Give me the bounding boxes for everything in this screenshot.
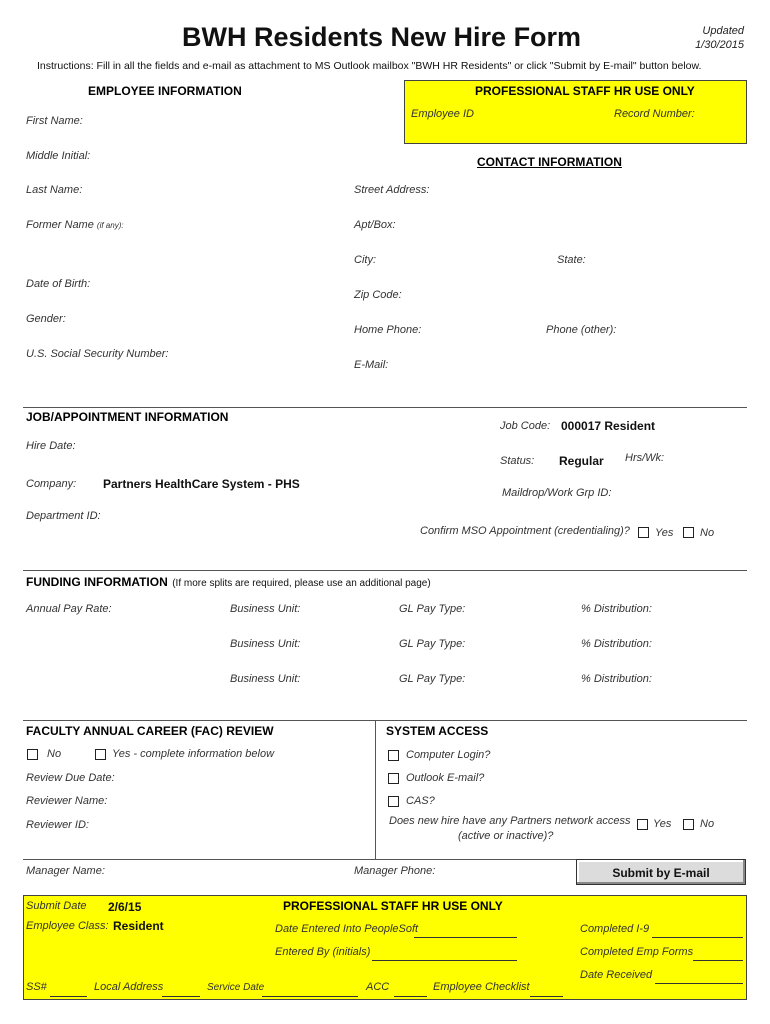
completed-i9-label: Completed I-9: [580, 923, 650, 935]
form-title: BWH Residents New Hire Form: [182, 22, 582, 52]
acc-label: ACC: [366, 981, 390, 993]
mso-no-label: No: [700, 527, 715, 539]
business-unit-label-2: Business Unit:: [230, 638, 301, 650]
department-id-label: Department ID:: [26, 510, 101, 522]
last-name-label: Last Name:: [26, 184, 83, 196]
date-received-line[interactable]: [655, 983, 743, 984]
divider-fac-vertical: [375, 720, 376, 859]
distribution-label-2: % Distribution:: [581, 638, 652, 650]
employee-checklist-line[interactable]: [530, 996, 563, 997]
date-entered-peoplesoft-line[interactable]: [414, 937, 517, 938]
entered-by-label: Entered By (initials): [275, 946, 371, 958]
fac-no-checkbox[interactable]: [27, 749, 38, 760]
outlook-email-checkbox[interactable]: [388, 773, 399, 784]
funding-header-row: [26, 573, 431, 591]
gl-pay-type-label-3: GL Pay Type:: [399, 673, 466, 685]
distribution-label-3: % Distribution:: [581, 673, 652, 685]
review-due-date-label: Review Due Date:: [26, 772, 115, 784]
completed-emp-forms-line[interactable]: [693, 960, 743, 961]
manager-name-label: Manager Name:: [26, 865, 105, 877]
network-no-label: No: [700, 818, 715, 830]
completed-emp-forms-label: Completed Emp Forms: [580, 946, 694, 958]
employee-id-label: Employee ID: [411, 108, 474, 120]
computer-login-checkbox[interactable]: [388, 750, 399, 761]
email-label: E-Mail:: [354, 359, 389, 371]
zip-code-label: Zip Code:: [354, 289, 402, 301]
submit-date-label: Submit Date: [26, 900, 87, 912]
mso-question-label: Confirm MSO Appointment (credentialing)?: [420, 525, 630, 537]
street-address-label: Street Address:: [354, 184, 430, 196]
manager-phone-label: Manager Phone:: [354, 865, 436, 877]
service-date-label: Service Date: [207, 982, 265, 993]
job-code-value: 000017 Resident: [561, 419, 656, 433]
local-address-label: Local Address: [94, 981, 164, 993]
cas-checkbox[interactable]: [388, 796, 399, 807]
network-yes-checkbox[interactable]: [637, 819, 648, 830]
updated-label: Updated: [702, 25, 744, 37]
contact-info-header: CONTACT INFORMATION: [477, 155, 622, 169]
business-unit-label-3: Business Unit:: [230, 673, 301, 685]
state-label: State:: [557, 254, 586, 266]
hr-use-only-header-top: PROFESSIONAL STAFF HR USE ONLY: [475, 84, 695, 98]
fac-no-label: No: [47, 748, 62, 760]
divider-manager: [23, 859, 576, 860]
business-unit-label-1: Business Unit:: [230, 603, 301, 615]
system-access-header: SYSTEM ACCESS: [386, 724, 489, 738]
employee-class-label: Employee Class:: [26, 920, 109, 932]
divider-job: [23, 407, 747, 408]
entered-by-line[interactable]: [372, 960, 517, 961]
hrs-wk-label: Hrs/Wk:: [625, 452, 665, 464]
gender-label: Gender:: [26, 313, 66, 325]
distribution-label-1: % Distribution:: [581, 603, 652, 615]
computer-login-label: Computer Login?: [406, 749, 491, 761]
company-value: Partners HealthCare System - PHS: [103, 477, 300, 491]
acc-line[interactable]: [394, 996, 427, 997]
submit-date-value: 2/6/15: [108, 900, 142, 914]
service-date-line[interactable]: [262, 996, 358, 997]
job-code-label: Job Code:: [500, 420, 551, 432]
submit-by-email-button[interactable]: Submit by E-mail: [576, 859, 746, 885]
updated-stamp: [695, 24, 744, 52]
hire-date-label: Hire Date:: [26, 440, 76, 452]
outlook-email-label: Outlook E-mail?: [406, 772, 485, 784]
employee-class-value: Resident: [113, 919, 164, 933]
updated-date: 1/30/2015: [695, 39, 744, 51]
ssn-label: U.S. Social Security Number:: [26, 348, 169, 360]
home-phone-label: Home Phone:: [354, 324, 422, 336]
status-label: Status:: [500, 455, 535, 467]
gl-pay-type-label-1: GL Pay Type:: [399, 603, 466, 615]
employee-info-header: EMPLOYEE INFORMATION: [88, 84, 242, 98]
divider-funding: [23, 570, 747, 571]
network-access-question-2: (active or inactive)?: [458, 830, 554, 842]
ss-line[interactable]: [50, 996, 87, 997]
reviewer-name-label: Reviewer Name:: [26, 795, 108, 807]
gl-pay-type-label-2: GL Pay Type:: [399, 638, 466, 650]
record-number-label: Record Number:: [614, 108, 695, 120]
city-label: City:: [354, 254, 376, 266]
funding-info-note: (If more splits are required, please use an additional page): [172, 578, 431, 589]
fac-yes-checkbox[interactable]: [95, 749, 106, 760]
local-address-line[interactable]: [162, 996, 200, 997]
fac-yes-label: Yes - complete information below: [112, 748, 275, 760]
former-name-note: (if any):: [96, 221, 124, 230]
dob-label: Date of Birth:: [26, 278, 91, 290]
completed-i9-line[interactable]: [652, 937, 743, 938]
annual-pay-rate-label: Annual Pay Rate:: [26, 603, 112, 615]
phone-other-label: Phone (other):: [546, 324, 617, 336]
network-yes-label: Yes: [653, 818, 672, 830]
former-name-text: Former Name: [26, 219, 94, 231]
network-access-question-1: Does new hire have any Partners network access: [389, 815, 631, 827]
maildrop-label: Maildrop/Work Grp ID:: [502, 487, 612, 499]
mso-yes-checkbox[interactable]: [638, 527, 649, 538]
mso-no-checkbox[interactable]: [683, 527, 694, 538]
cas-label: CAS?: [406, 795, 435, 807]
status-value: Regular: [559, 454, 604, 468]
fac-review-header: FACULTY ANNUAL CAREER (FAC) REVIEW: [26, 724, 274, 738]
mso-yes-label: Yes: [655, 527, 674, 539]
funding-info-header: FUNDING INFORMATION: [26, 575, 168, 589]
employee-checklist-label: Employee Checklist: [433, 981, 530, 993]
date-received-label: Date Received: [580, 969, 653, 981]
company-label: Company:: [26, 478, 77, 490]
instructions-text: Instructions: Fill in all the fields and e-mail as attachment to MS Outlook mailbox "BWH HR Residents" or click "Submit by E-mail" button below.: [37, 60, 702, 72]
reviewer-id-label: Reviewer ID:: [26, 819, 89, 831]
divider-fac: [23, 720, 747, 721]
hr-use-only-header-bottom: PROFESSIONAL STAFF HR USE ONLY: [283, 899, 503, 913]
date-entered-peoplesoft-label: Date Entered Into PeopleSoft: [275, 923, 419, 935]
former-name-label: [26, 219, 124, 231]
middle-initial-label: Middle Initial:: [26, 150, 91, 162]
job-info-header: JOB/APPOINTMENT INFORMATION: [26, 410, 229, 424]
apt-box-label: Apt/Box:: [354, 219, 396, 231]
first-name-label: First Name:: [26, 115, 83, 127]
ss-label: SS#: [26, 981, 47, 993]
network-no-checkbox[interactable]: [683, 819, 694, 830]
